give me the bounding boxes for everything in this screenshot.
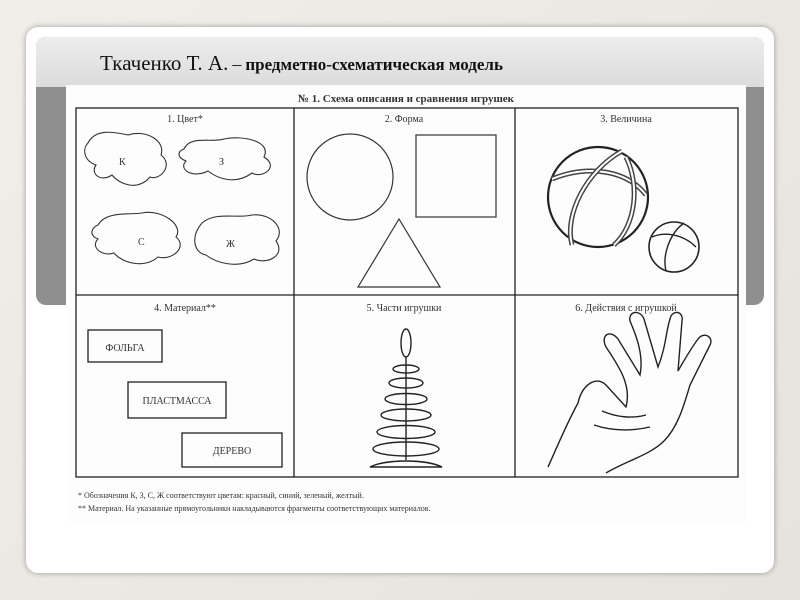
- title-author: Ткаченко Т. А.: [100, 51, 229, 75]
- cell-label-parts: 5. Части игрушки: [366, 303, 442, 314]
- scanned-document: [66, 85, 746, 522]
- pyramid-toy: [370, 329, 442, 467]
- material-wood: ДЕРЕВО: [212, 446, 252, 457]
- material-plastic: ПЛАСТМАССА: [142, 396, 212, 407]
- blob-label-k: К: [119, 157, 126, 168]
- hand-drawing: [548, 312, 711, 473]
- cell-label-size: 3. Величина: [600, 114, 652, 125]
- color-blobs: [85, 132, 280, 264]
- cell-label-shape: 2. Форма: [384, 114, 424, 125]
- title-dash: –: [232, 54, 242, 74]
- slide-title: [100, 51, 503, 76]
- cell-label-actions: 6. Действия с игрушкой: [575, 303, 677, 314]
- square-shape: [416, 135, 496, 217]
- triangle-shape: [358, 219, 440, 287]
- blob-label-z: З: [219, 157, 225, 168]
- circle-shape: [307, 134, 393, 220]
- small-ball: [649, 222, 699, 272]
- blob-label-s: С: [138, 237, 145, 248]
- cell-label-material: 4. Материал**: [154, 303, 216, 314]
- document-figure: [66, 85, 746, 522]
- document-heading: № 1. Схема описания и сравнения игрушек: [297, 93, 515, 105]
- cell-label-color: 1. Цвет*: [167, 114, 203, 125]
- footnote-1: * Обозначения К, З, С, Ж соответствуют цветам: красный, синий, зеленый, желтый.: [78, 491, 364, 500]
- title-topic: предметно-схематическая модель: [245, 55, 503, 74]
- material-foil: ФОЛЬГА: [105, 343, 145, 354]
- footnote-2: ** Материал. На указанные прямоугольники накладываются фрагменты соответствующих материалов.: [78, 504, 431, 513]
- size-balls: [548, 147, 699, 272]
- shape-figures: [307, 134, 496, 287]
- blob-label-zh: Ж: [226, 239, 235, 250]
